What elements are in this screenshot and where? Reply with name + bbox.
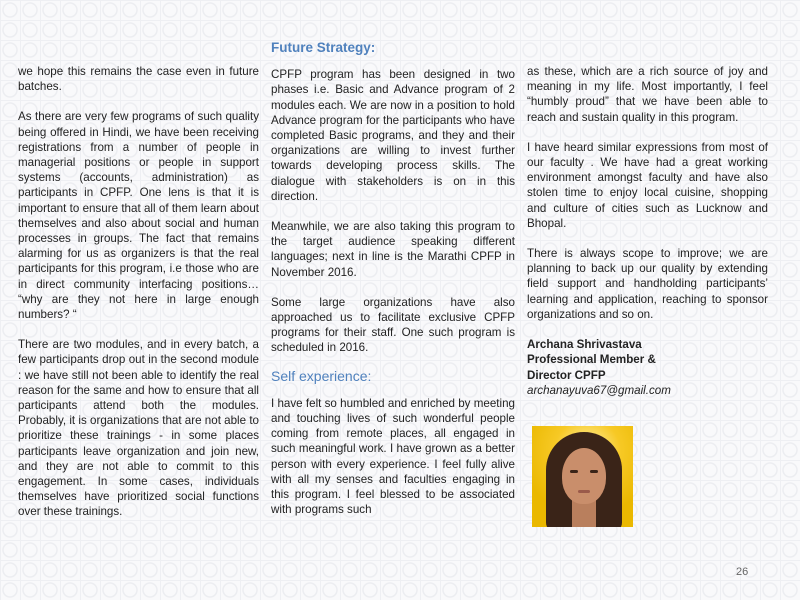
heading-self-experience: Self experience: bbox=[271, 367, 372, 384]
author-email[interactable]: archanayuva67@gmail.com bbox=[527, 384, 671, 398]
paragraph: Meanwhile, we are also taking this program to the target audience speaking different languages; next in line is the Marathi CPFP in November 2016. bbox=[271, 220, 515, 279]
paragraph: As there are very few programs of such quality being offered in Hindi, we have been receiving registrations from a number of people in managerial positions or people in support systems (accounts, administration) as participants in CPFP. One lens is that it is important to ensure that all of them learn about themselves and also about social and human processes in groups. The fact that remains alarming for us as organizers is that the real participants for this program, i.e those who are in direct community interfacing positions… “why are they not here in large enough numbers? “ bbox=[18, 110, 259, 322]
paragraph: There is always scope to improve; we are planning to back up our quality by extending field support and handholding participants’ learning and application, reaching to sponsor organizations and so on. bbox=[527, 247, 768, 321]
page-number: 26 bbox=[736, 566, 749, 578]
author-photo bbox=[532, 426, 633, 527]
author-signature bbox=[527, 337, 768, 399]
paragraph: There are two modules, and in every batch, a few participants drop out in the second module : we have still not been able to identify the real reason for the same and how to ensure that all participants attend both the modules. Probably, it is organizations that are not able to prioritize these trainings - in some places participants leave organization and join new, and they are not able to commit to this engagement. In some cases, individuals themselves have prioritized social functions over these trainings. bbox=[18, 338, 259, 519]
heading-future-strategy: Future Strategy: bbox=[271, 40, 376, 55]
author-role: Professional Member & bbox=[527, 353, 656, 367]
paragraph: CPFP program has been designed in two phases i.e. Basic and Advance program of 2 modules each. We are now in a position to hold Advance program for the participants who have completed Basic programs, and they and their organizations are willing to invest further towards developing process skills. The dialogue with stakeholders is on in this direction. bbox=[271, 68, 515, 203]
paragraph: we hope this remains the case even in future batches. bbox=[18, 65, 259, 94]
paragraph: Some large organizations have also approached us to facilitate exclusive CPFP programs for their staff. One such program is scheduled in 2016. bbox=[271, 295, 515, 355]
paragraph: I have heard similar expressions from most of our faculty . We have had a great working environment amongst faculty and have also stolen time to enjoy local cuisine, shopping and culture of cities such as Lucknow and Bhopal. bbox=[527, 140, 768, 230]
paragraph: I have felt so humbled and enriched by meeting and touching lives of such wonderful people coming from remote places, all engaged in such meaningful work. I have grown as a better person with every experience. I feel fully alive with all my senses and faculties engaging in this program. I feel blessed to be associated with programs such bbox=[271, 396, 515, 517]
author-name: Archana Shrivastava bbox=[527, 338, 642, 352]
author-title: Director CPFP bbox=[527, 368, 606, 382]
column-left bbox=[18, 64, 259, 535]
column-middle bbox=[271, 40, 515, 532]
paragraph: as these, which are a rich source of joy and meaning in my life. Most importantly, I feel “humbly proud” that we have been able to reach and sustain quality in this program. bbox=[527, 65, 768, 124]
column-right bbox=[527, 64, 768, 399]
